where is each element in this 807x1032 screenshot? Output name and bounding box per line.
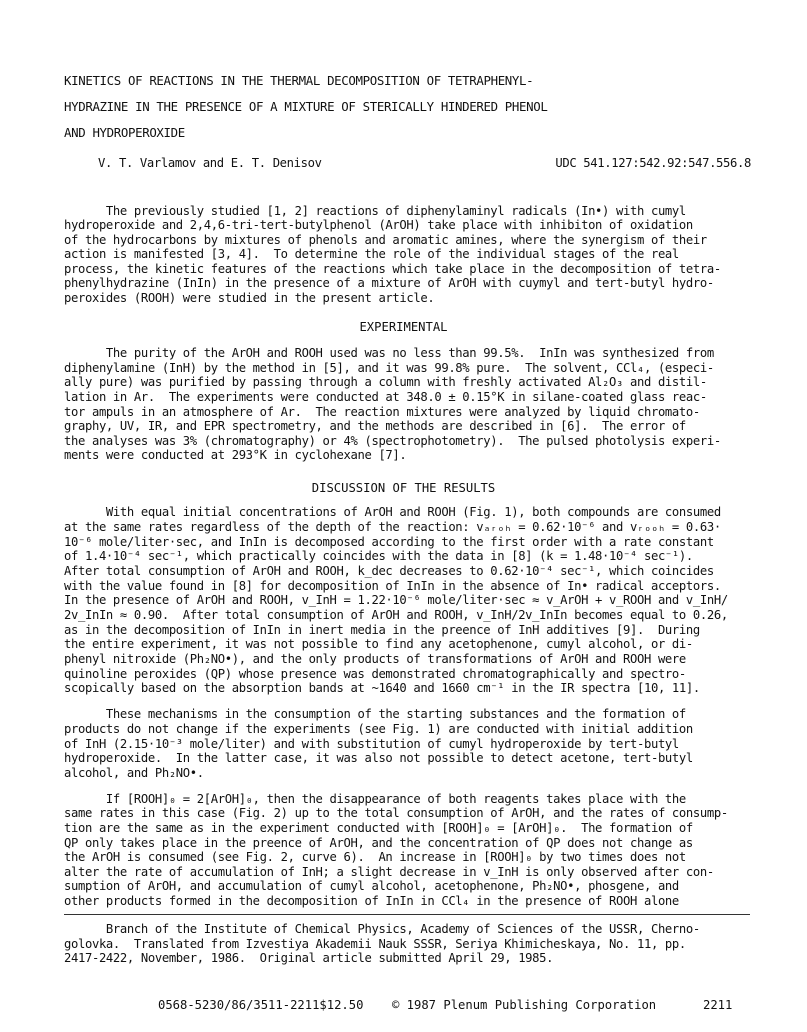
heading-discussion: DISCUSSION OF THE RESULTS (311, 481, 496, 495)
rooh-line: same rates in this case (Fig. 2) up to the total consumption of ArOH, and the rates of consump- (64, 806, 728, 820)
experimental-line: tor ampuls in an atmosphere of Ar. The reaction mixtures were analyzed by liquid chromato- (64, 405, 700, 419)
rooh-line: alter the rate of accumulation of InH; a slight decrease in v_InH is only observed after con- (64, 865, 714, 879)
udc-code: UDC 541.127:542.92:547.556.8 (555, 156, 751, 170)
mechanisms-line: products do not change if the experiments (see Fig. 1) are conducted with initial addition (64, 722, 693, 736)
experimental-line: diphenylamine (InH) by the method in [5], and it was 99.8% pure. The solvent, CCl₄, (especi- (64, 361, 714, 375)
discussion-line: In the presence of ArOH and ROOH, v_InH = 1.22·10⁻⁶ mole/liter·sec ≈ v_ArOH + v_ROOH and v_InH/ (64, 593, 728, 607)
heading-experimental: EXPERIMENTAL (359, 320, 448, 334)
discussion-line: 2v_InIn ≈ 0.90. After total consumption of ArOH and ROOH, v_InH/2v_InIn becomes equal to 0.26, (64, 608, 728, 622)
mechanisms-line: of InH (2.15·10⁻³ mole/liter) and with substitution of cumyl hydroperoxide by tert-butyl (64, 737, 679, 751)
rooh-line: other products formed in the decomposition of InIn in CCl₄ in the presence of ROOH alone (64, 894, 679, 908)
discussion-line: as in the decomposition of InIn in inert media in the preence of InH additives [9]. During (64, 623, 700, 637)
discussion-line: phenyl nitroxide (Ph₂NO•), and the only products of transformations of ArOH and ROOH were (64, 652, 686, 666)
intro-line: peroxides (ROOH) were studied in the present article. (64, 291, 435, 305)
discussion-line: with the value found in [8] for decomposition of InIn in the absence of In• radical acceptors. (64, 579, 721, 593)
copyright-notice: © 1987 Plenum Publishing Corporation (392, 998, 657, 1012)
rooh-line: If [ROOH]₀ = 2[ArOH]₀, then the disappearance of both reagents takes place with the (64, 792, 686, 806)
page-number: 2211 (703, 998, 733, 1012)
title-line-2: HYDRAZINE IN THE PRESENCE OF A MIXTURE OF STERICALLY HINDERED PHENOL (64, 99, 548, 114)
title-line-3: AND HYDROPEROXIDE (64, 125, 185, 140)
intro-line: hydroperoxide and 2,4,6-tri-tert-butylphenol (ArOH) take place with inhibiton of oxidation (64, 218, 693, 232)
discussion-line: scopically based on the absorption bands at ~1640 and 1660 cm⁻¹ in the IR spectra [10, 11]. (64, 681, 700, 695)
authors: V. T. Varlamov and E. T. Denisov (98, 156, 322, 170)
intro-line: process, the kinetic features of the reactions which take place in the decomposition of tetra- (64, 262, 721, 276)
intro-line: phenylhydrazine (InIn) in the presence of a mixture of ArOH with cuymyl and tert-butyl hydro- (64, 276, 714, 290)
discussion-line: After total consumption of ArOH and ROOH, k_dec decreases to 0.62·10⁻⁴ sec⁻¹, which coincides (64, 564, 714, 578)
rooh-line: sumption of ArOH, and accumulation of cumyl alcohol, acetophenone, Ph₂NO•, phosgene, and (64, 879, 679, 893)
mechanisms-line: These mechanisms in the consumption of the starting substances and the formation of (64, 707, 686, 721)
article-code: 0568-5230/86/3511-2211$12.50 (158, 998, 364, 1012)
experimental-line: the analyses was 3% (chromatography) or 4% (spectrophotometry). The pulsed photolysis experi- (64, 434, 721, 448)
mechanisms-line: hydroperoxide. In the latter case, it was also not possible to detect acetone, tert-butyl (64, 751, 693, 765)
rooh-line: QP only takes place in the preence of ArOH, and the concentration of QP does not change as (64, 836, 693, 850)
rooh-line: the ArOH is consumed (see Fig. 2, curve 6). An increase in [ROOH]₀ by two times does not (64, 850, 686, 864)
title-line-1: KINETICS OF REACTIONS IN THE THERMAL DECOMPOSITION OF TETRAPHENYL- (64, 73, 534, 88)
experimental-line: ments were conducted at 293°K in cyclohexane [7]. (64, 448, 407, 462)
intro-line: action is manifested [3, 4]. To determine the role of the individual stages of the real (64, 247, 679, 261)
intro-line: of the hydrocarbons by mixtures of phenols and aromatic amines, where the synergism of their (64, 233, 707, 247)
experimental-line: lation in Ar. The experiments were conducted at 348.0 ± 0.15°K in silane-coated glass reac- (64, 390, 707, 404)
experimental-line: ally pure) was purified by passing through a column with freshly activated Al₂O₃ and distil- (64, 375, 707, 389)
discussion-line: With equal initial concentrations of ArOH and ROOH (Fig. 1), both compounds are consumed (64, 505, 721, 519)
discussion-line: the entire experiment, it was not possible to find any acetophenone, cumyl alcohol, or di- (64, 637, 693, 651)
footnote-line: golovka. Translated from Izvestiya Akademii Nauk SSSR, Seriya Khimicheskaya, No. 11, pp. (64, 937, 686, 951)
discussion-line: quinoline peroxides (QP) whose presence was demonstrated chromatographically and spectro- (64, 667, 686, 681)
experimental-line: The purity of the ArOH and ROOH used was no less than 99.5%. InIn was synthesized from (64, 346, 714, 360)
rooh-line: tion are the same as in the experiment conducted with [ROOH]₀ = [ArOH]₀. The formation of (64, 821, 693, 835)
experimental-line: graphy, UV, IR, and EPR spectrometry, and the methods are described in [6]. The error of (64, 419, 686, 433)
discussion-line: at the same rates regardless of the depth of the reaction: vₐᵣₒₕ = 0.62·10⁻⁶ and vᵣₒₒₕ = 0.63· (64, 520, 721, 534)
footnote-rule (64, 914, 750, 915)
discussion-line: of 1.4·10⁻⁴ sec⁻¹, which practically coincides with the data in [8] (k = 1.48·10⁻⁴ sec⁻¹). (64, 549, 693, 563)
footnote-line: Branch of the Institute of Chemical Physics, Academy of Sciences of the USSR, Cherno- (64, 922, 700, 936)
intro-line: The previously studied [1, 2] reactions of diphenylaminyl radicals (In•) with cumyl (64, 204, 686, 218)
footnote-line: 2417-2422, November, 1986. Original article submitted April 29, 1985. (64, 951, 554, 965)
discussion-line: 10⁻⁶ mole/liter·sec, and InIn is decomposed according to the first order with a rate constant (64, 535, 714, 549)
mechanisms-line: alcohol, and Ph₂NO•. (64, 766, 204, 780)
